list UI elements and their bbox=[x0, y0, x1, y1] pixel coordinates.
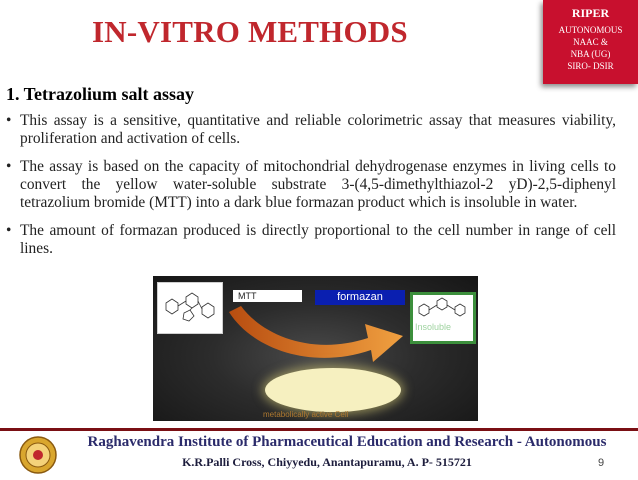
insoluble-label: Insoluble bbox=[415, 322, 452, 332]
badge-name: RIPER bbox=[571, 6, 610, 20]
cell-label: metabolically active Cell bbox=[263, 410, 349, 419]
section-heading: 1. Tetrazolium salt assay bbox=[6, 84, 195, 104]
cell-ellipse bbox=[265, 368, 401, 412]
badge-line: NAAC & bbox=[573, 37, 608, 47]
footer-divider bbox=[0, 428, 638, 431]
badge-line: NBA (UG) bbox=[570, 49, 611, 59]
riper-badge bbox=[543, 0, 638, 84]
bullet-item: • The amount of formazan produced is directly proportional to the cell number in range of cell lines. bbox=[6, 222, 616, 258]
slide-title: IN-VITRO METHODS bbox=[92, 14, 408, 49]
badge-line: SIRO- DSIR bbox=[567, 61, 614, 71]
bullet-item: • The assay is based on the capacity of mitochondrial dehydrogenase enzymes in living cells to convert the yellow water-soluble substrate 3-(4,5-dimethylthiazol-2 yD)-2,5-diphenyl tetrazolium bromide (MTT) into a dark blue formazan product which is insoluble in water. bbox=[6, 158, 616, 212]
mtt-label: MTT bbox=[233, 290, 302, 302]
formazan-label: formazan bbox=[315, 290, 405, 305]
institution-address: K.R.Palli Cross, Chiyyedu, Anantapuramu, A. P- 515721 bbox=[182, 455, 472, 469]
mtt-assay-figure bbox=[153, 276, 478, 421]
badge-line: AUTONOMOUS bbox=[558, 25, 623, 35]
page-number: 9 bbox=[598, 457, 605, 469]
badge-lines bbox=[543, 24, 638, 72]
institution-name: Raghavendra Institute of Pharmaceutical Education and Research - Autonomous bbox=[87, 434, 607, 450]
bullet-list bbox=[6, 112, 616, 268]
institute-logo-icon bbox=[18, 435, 58, 475]
bullet-item: • This assay is a sensitive, quantitative and reliable colorimetric assay that measures viability, proliferation and activation of cells. bbox=[6, 112, 616, 148]
